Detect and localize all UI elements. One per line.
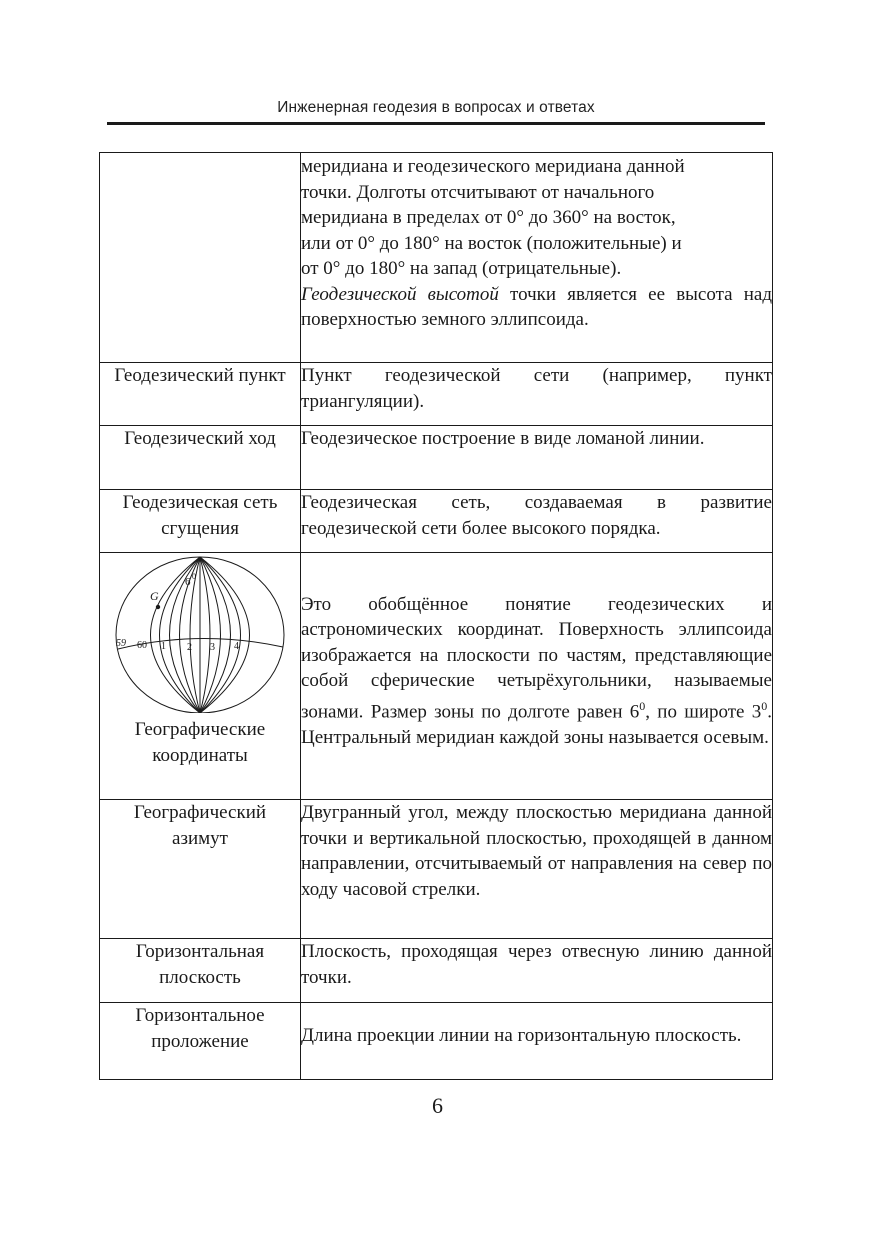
emphasized-term: Геодезической высотой bbox=[301, 283, 499, 305]
zone-width-label: 6 bbox=[185, 576, 191, 588]
zone-number: 1 bbox=[161, 641, 166, 652]
term-cell: Геодезический ход bbox=[100, 426, 301, 490]
globe-zones-illustration bbox=[107, 553, 293, 713]
definition-line: или от 0° до 180° на восток (положительные) и bbox=[301, 232, 682, 254]
definition-cell: Длина проекции линии на горизонтальную плоскость. bbox=[301, 1003, 773, 1080]
running-header: Инженерная геодезия в вопросах и ответах bbox=[277, 99, 595, 116]
zone-number: 3 bbox=[210, 642, 215, 653]
term-cell: Горизонтальное проложение bbox=[100, 1003, 301, 1080]
table-row bbox=[100, 153, 773, 363]
term-cell: Геодезическая сеть сгущения bbox=[100, 490, 301, 553]
zone-number: 59 bbox=[116, 638, 126, 649]
definition-line: от 0° до 180° на запад (отрицательные). bbox=[301, 258, 622, 279]
table-row bbox=[100, 553, 773, 800]
term-cell: Геодезический пункт bbox=[100, 363, 301, 426]
meridian-line bbox=[200, 557, 231, 713]
point-g-label: G bbox=[150, 589, 159, 603]
definition-cell: Это обобщённое понятие геодезических и астрономических координат. Поверхность эллипсоида изображается на плоскости по частям, представляющие собой сферические четырёхугольники, называемые зонами. Размер зоны по долготе равен $6^0$, по широте $3^0$. Центральный меридиан каждой зоны называется осевым. bbox=[301, 553, 773, 800]
zone-number: 60 bbox=[137, 640, 147, 651]
table-row bbox=[100, 426, 773, 490]
table-row bbox=[100, 1003, 773, 1080]
zone-number: 2 bbox=[187, 642, 192, 653]
definition-cell: Двугранный угол, между плоскостью меридиана данной точки и вертикальной плоскостью, проходящей в данном направлении, отсчитываемый от направления на север по ходу часовой стрелки. bbox=[301, 800, 773, 939]
table-row bbox=[100, 939, 773, 1003]
definition-text: Геодезической высотой точки является ее высота над поверхностью земного эллипсоида. bbox=[301, 283, 772, 330]
definition-cell: Геодезическое построение в виде ломаной линии. bbox=[301, 426, 773, 490]
meridian-line bbox=[200, 557, 210, 713]
term-label: Географические координаты bbox=[134, 719, 266, 766]
meridian-line bbox=[200, 557, 250, 713]
term-cell bbox=[100, 153, 301, 363]
definition-line: меридиана в пределах от 0° до 360° на восток, bbox=[301, 207, 676, 228]
term-cell: Географический азимут bbox=[100, 800, 301, 939]
term-cell bbox=[100, 553, 301, 800]
zone-number: 4 bbox=[234, 641, 239, 652]
definition-line: меридиана и геодезического меридиана данной bbox=[301, 156, 685, 177]
definition-cell: Плоскость, проходящая через отвесную линию данной точки. bbox=[301, 939, 773, 1003]
header-rule bbox=[107, 122, 765, 125]
table-row bbox=[100, 490, 773, 553]
definition-line: точки. Долготы отсчитывают от начального bbox=[301, 181, 655, 203]
definition-cell bbox=[301, 153, 773, 363]
glossary-table bbox=[99, 152, 773, 1080]
page-number: 6 bbox=[432, 1093, 443, 1118]
definition-cell: Геодезическая сеть, создаваемая в развитие геодезической сети более высокого порядка. bbox=[301, 490, 773, 553]
table-row bbox=[100, 800, 773, 939]
table-row bbox=[100, 363, 773, 426]
term-cell: Горизонтальная плоскость bbox=[100, 939, 301, 1003]
point-g-marker bbox=[156, 605, 160, 609]
zone-width-sup: 0 bbox=[192, 572, 196, 581]
definition-cell: Пункт геодезической сети (например, пункт триангуляции). bbox=[301, 363, 773, 426]
